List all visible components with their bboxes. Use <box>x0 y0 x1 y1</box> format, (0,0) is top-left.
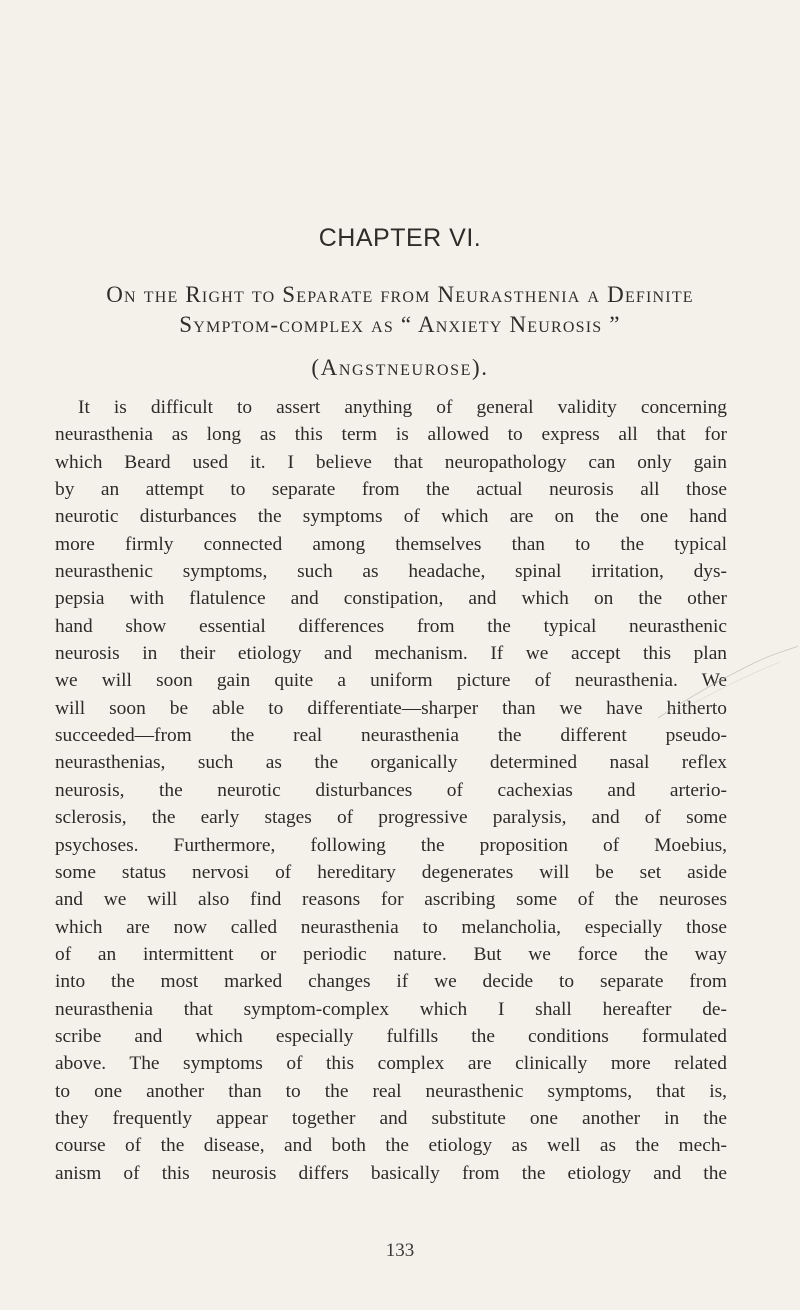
body-line: hand show essential differences from the typical neurasthenic <box>55 615 727 637</box>
body-line: we will soon gain quite a uniform picture of neurasthenia. We <box>55 670 727 692</box>
body-paragraph <box>55 394 727 1187</box>
chapter-heading: CHAPTER VI. <box>318 224 482 252</box>
body-line: neurasthenias, such as the organically determined nasal reflex <box>55 752 727 774</box>
body-line: above. The symptoms of this complex are clinically more related <box>55 1053 727 1075</box>
body-line: It is difficult to assert anything of general validity concerning <box>78 397 727 418</box>
body-line: which Beard used it. I believe that neuropathology can only gain <box>55 451 727 473</box>
body-line: and we will also find reasons for ascribing some of the neuroses <box>55 889 727 911</box>
chapter-title-line-2: Symptom-complex as “ Anxiety Neurosis ” <box>179 312 621 337</box>
body-line: more firmly connected among themselves than to the typical <box>55 533 727 555</box>
body-line: into the most marked changes if we decide to separate from <box>55 971 727 993</box>
body-line: will soon be able to differentiate—sharper than we have hitherto <box>55 697 727 719</box>
body-line: neurosis, the neurotic disturbances of cachexias and arterio- <box>55 779 727 801</box>
chapter-title-line-3: (Angstneurose). <box>311 355 489 380</box>
chapter-title-line-1: On the Right to Separate from Neurasthenia a Definite <box>106 282 694 307</box>
page-number: 133 <box>385 1240 415 1261</box>
body-line: they frequently appear together and substitute one another in the <box>55 1107 727 1129</box>
body-line: of an intermittent or periodic nature. But we force the way <box>55 943 727 965</box>
body-line: neurotic disturbances the symptoms of which are on the one hand <box>55 506 727 528</box>
body-line: neurasthenic symptoms, such as headache, spinal irritation, dys- <box>55 561 727 583</box>
body-line: neurosis in their etiology and mechanism. If we accept this plan <box>55 643 727 665</box>
body-line: course of the disease, and both the etiology as well as the mech- <box>55 1135 727 1157</box>
body-line: to one another than to the real neurasthenic symptoms, that is, <box>55 1080 727 1102</box>
body-line: scribe and which especially fulfills the conditions formulated <box>55 1025 727 1047</box>
body-line: psychoses. Furthermore, following the proposition of Moebius, <box>55 834 727 856</box>
body-line: pepsia with flatulence and constipation, and which on the other <box>55 588 727 610</box>
body-line: anism of this neurosis differs basically from the etiology and the <box>55 1162 727 1184</box>
body-line: sclerosis, the early stages of progressive paralysis, and of some <box>55 807 727 829</box>
body-line: succeeded—from the real neurasthenia the different pseudo- <box>55 725 727 747</box>
body-line: which are now called neurasthenia to melancholia, especially those <box>55 916 727 938</box>
body-line: neurasthenia that symptom-complex which I shall hereafter de- <box>55 998 727 1020</box>
body-line: some status nervosi of hereditary degenerates will be set aside <box>55 861 727 883</box>
body-line: neurasthenia as long as this term is allowed to express all that for <box>55 424 727 446</box>
body-line: by an attempt to separate from the actual neurosis all those <box>55 479 727 501</box>
